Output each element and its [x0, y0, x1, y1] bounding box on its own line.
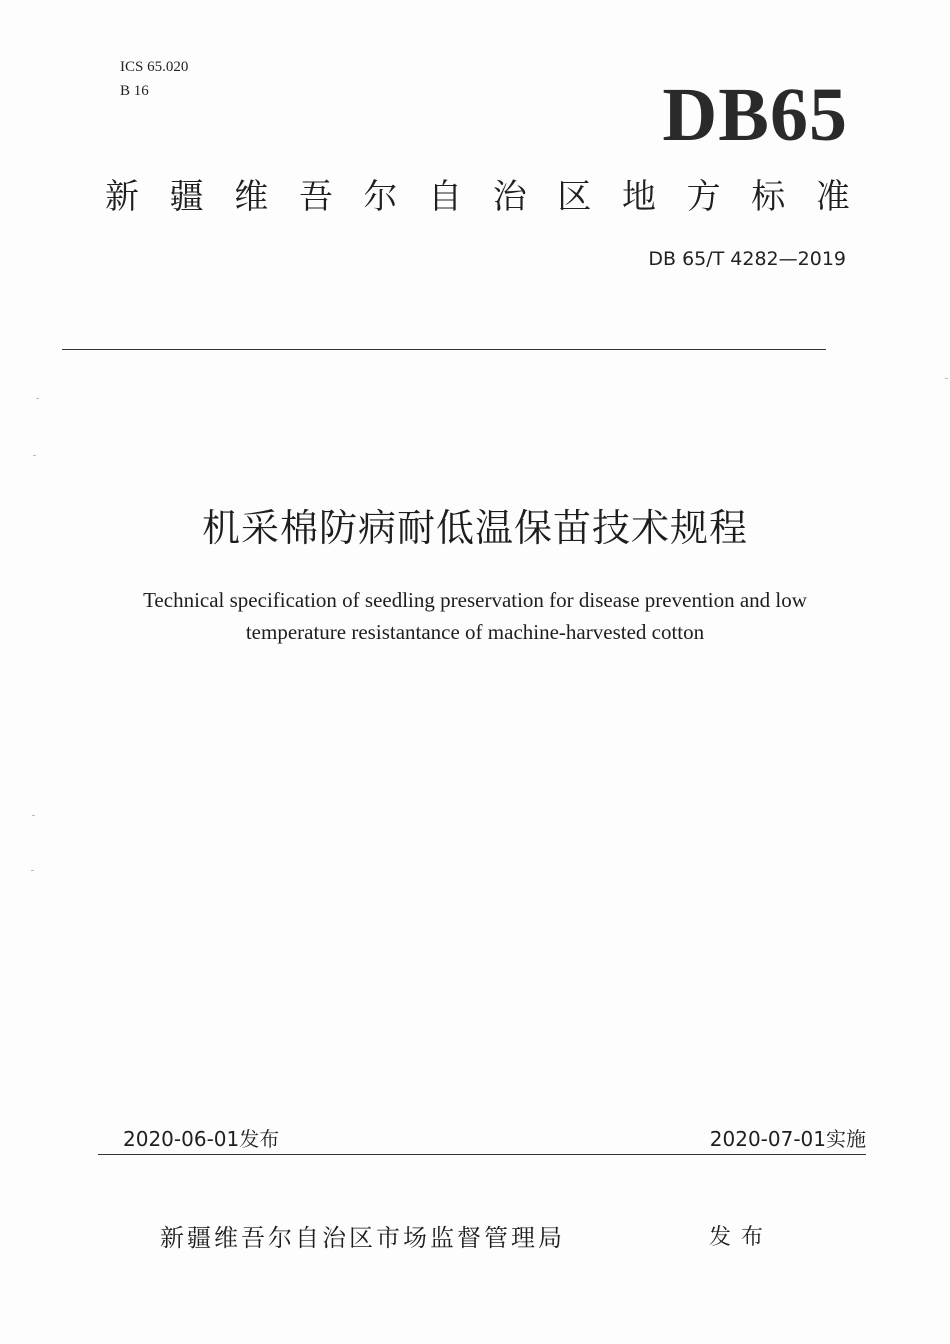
category-char: 准 [815, 177, 850, 217]
category-char: 疆 [169, 177, 204, 217]
issue-label: 发布 [239, 1127, 280, 1151]
category-char: 自 [428, 177, 463, 217]
category-char: 吾 [298, 177, 333, 217]
category-char: 维 [234, 177, 269, 217]
standard-category-heading [105, 172, 850, 222]
standard-number: DB 65/T 4282—2019 [648, 248, 846, 270]
chinese-title: 机采棉防病耐低温保苗技术规程 [201, 506, 748, 550]
english-title [75, 584, 875, 648]
category-char: 治 [492, 177, 527, 217]
category-char: 地 [622, 177, 656, 217]
scan-speck [31, 870, 34, 871]
scan-speck [33, 455, 36, 456]
top-divider [62, 349, 826, 350]
implement-date-block [710, 1124, 866, 1154]
category-char: 方 [686, 177, 721, 217]
category-char: 区 [557, 177, 592, 217]
scan-speck [36, 398, 39, 399]
category-char: 新 [105, 177, 139, 217]
classification-codes [120, 55, 188, 103]
bottom-divider [98, 1154, 866, 1155]
category-char: 尔 [363, 177, 398, 217]
issue-date-block [123, 1124, 279, 1154]
ics-code: ICS 65.020 [120, 59, 189, 75]
issue-date: 2020-06-01 [123, 1127, 240, 1151]
issuer-action: 发布 [709, 1225, 774, 1250]
category-char: 标 [751, 177, 786, 217]
implement-label: 实施 [826, 1127, 866, 1151]
issuing-authority: 新疆维吾尔自治区市场监督管理局 [160, 1224, 565, 1252]
scan-speck [945, 378, 948, 379]
ccs-code: B 16 [120, 83, 149, 99]
implement-date: 2020-07-01 [709, 1127, 826, 1151]
english-title-line-1: Technical specification of seedling preservation for disease prevention and low [143, 588, 807, 612]
db65-logo: DB65 [662, 73, 848, 157]
scan-speck [32, 815, 35, 816]
english-title-line-2: temperature resistantance of machine-harvested cotton [245, 620, 705, 644]
